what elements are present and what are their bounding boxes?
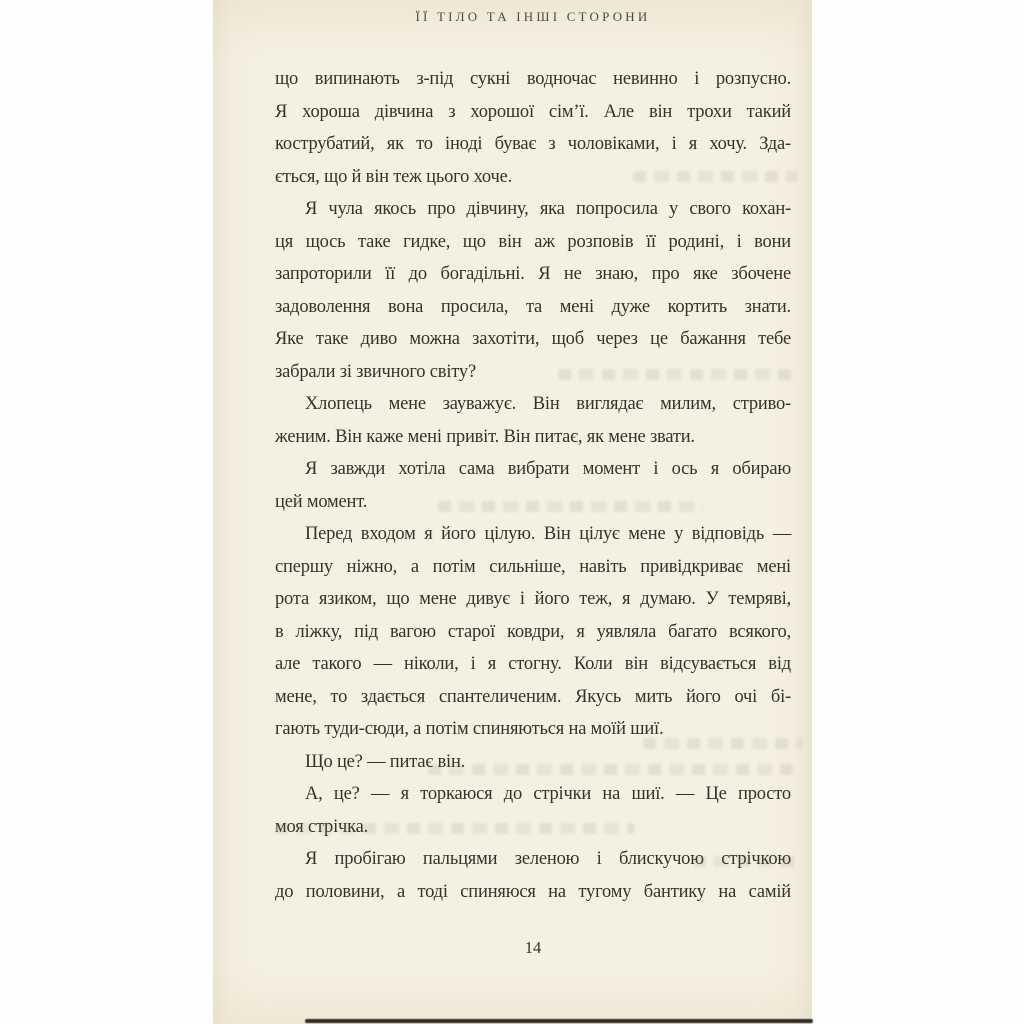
paragraph <box>275 63 791 193</box>
running-head: ЇЇ ТІЛО ТА ІНШІ СТОРОНИ <box>415 9 651 24</box>
text-line: Що це? — питає він. <box>305 751 466 772</box>
text-line: задоволення вона просила, та мені дуже кортить знати. <box>275 296 791 317</box>
text-line: Яке таке диво можна захотіти, щоб через це бажання тебе <box>275 329 791 349</box>
paragraph <box>275 518 791 746</box>
page-number: 14 <box>524 938 542 957</box>
text-line: забрали зі звичного світу? <box>275 361 476 382</box>
text-line: женим. Він каже мені привіт. Він питає, як мене звати. <box>275 426 695 447</box>
text-line: до половини, а тоді спиняюся на тугому бантику на самій <box>275 881 791 902</box>
text-line: Я чула якось про дівчину, яка попросила у свого кохан- <box>305 199 791 219</box>
paragraph <box>275 388 791 453</box>
text-line: що випинають з-під сукні водночас невинно і розпусно. <box>275 69 791 89</box>
text-line: спершу ніжно, а потім сильніше, навіть привідкриває мені <box>275 556 791 577</box>
text-line: Я пробігаю пальцями зеленою і блискучою стрічкою <box>305 849 791 869</box>
text-line: Хлопець мене зауважує. Він виглядає милим, стриво- <box>305 394 791 414</box>
text-line: мене, то здається спантеличеним. Якусь мить його очі бі- <box>275 686 791 707</box>
paragraph <box>275 778 791 843</box>
text-line: Я хороша дівчина з хорошої сім’ї. Але він трохи такий <box>275 101 791 122</box>
scan-edge-shadow <box>305 1019 813 1023</box>
paragraph <box>275 746 791 779</box>
paragraph <box>275 453 791 518</box>
text-line: гають туди-сюди, а потім спиняються на моїй шиї. <box>275 719 664 739</box>
text-line: моя стрічка. <box>275 816 369 837</box>
text-line: цей момент. <box>275 491 368 512</box>
text-line: але такого — ніколи, і я стогну. Коли він відсувається від <box>275 654 791 674</box>
paragraph <box>275 193 791 388</box>
text-line: рота язиком, що мене дивує і його теж, я думаю. У темряві, <box>275 589 791 609</box>
paragraph <box>275 843 791 908</box>
book-page <box>213 0 812 1024</box>
text-line: Я завжди хотіла сама вибрати момент і ось я обираю <box>305 459 791 479</box>
text-line: ється, що й він теж цього хоче. <box>275 166 513 187</box>
text-line: А, це? — я торкаюся до стрічки на шиї. — Це просто <box>305 784 791 804</box>
text-line: в ліжку, під вагою старої ковдри, я уявляла багато всякого, <box>275 621 791 642</box>
text-line: ця щось таке гидке, що він аж розповів її родині, і вони <box>275 231 791 252</box>
text-line: запроторили її до богадільні. Я не знаю, про яке збочене <box>275 264 791 284</box>
body-text <box>275 63 791 908</box>
text-line: кострубатий, як то іноді буває з чоловіками, і я хочу. Зда- <box>275 134 791 154</box>
text-line: Перед входом я його цілую. Він цілує мене у відповідь — <box>305 524 791 544</box>
